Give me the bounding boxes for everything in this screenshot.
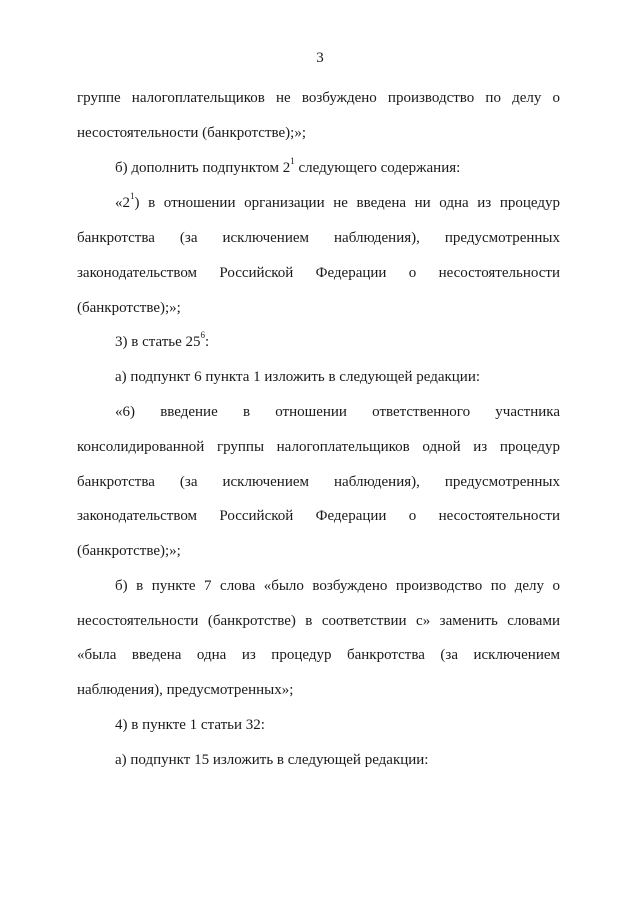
text-line: а) подпункт 6 пункта 1 изложить в следующей редакции: [115, 369, 481, 385]
text-line: б) в пункте 7 слова «было возбуждено производство по делу о [115, 578, 560, 594]
text-line: (банкротстве);»; [77, 300, 181, 316]
text-line: законодательством Российской Федерации о несостоятельности [77, 508, 560, 524]
text-line [115, 156, 560, 177]
text-line [115, 330, 560, 351]
text-line: несостоятельности (банкротстве) в соответствии с» заменить словами [77, 613, 560, 629]
text-line: банкротства (за исключением наблюдения), предусмотренных [77, 230, 560, 246]
text-line: законодательством Российской Федерации о несостоятельности [77, 265, 560, 281]
text-line: группе налогоплательщиков не возбуждено производство по делу о [77, 90, 560, 106]
text-line: 4) в пункте 1 статьи 32: [115, 717, 265, 733]
text-span: ) в отношении организации не введена ни одна из процедур [134, 195, 560, 211]
text-line: (банкротстве);»; [77, 543, 181, 559]
superscript: 1 [130, 191, 135, 201]
text-line: а) подпункт 15 изложить в следующей редакции: [115, 752, 429, 768]
text-span: «2 [115, 195, 130, 211]
text-span: 3) в статье 25 [115, 334, 201, 350]
text-line [115, 191, 560, 212]
text-line: «6) введение в отношении ответственного участника [115, 404, 560, 420]
text-span: : [205, 334, 210, 350]
text-line: несостоятельности (банкротстве);»; [77, 125, 306, 141]
superscript: 1 [290, 156, 295, 166]
page-number: 3 [316, 50, 324, 66]
text-line: консолидированной группы налогоплательщиков одной из процедур [77, 439, 560, 455]
text-span: б) дополнить подпунктом 2 [115, 160, 291, 176]
superscript: 6 [200, 330, 206, 340]
text-line: «была введена одна из процедур банкротства (за исключением [77, 647, 560, 663]
text-line: наблюдения), предусмотренных»; [77, 682, 294, 698]
text-line: банкротства (за исключением наблюдения), предусмотренных [77, 474, 560, 490]
text-span: следующего содержания: [294, 160, 461, 176]
